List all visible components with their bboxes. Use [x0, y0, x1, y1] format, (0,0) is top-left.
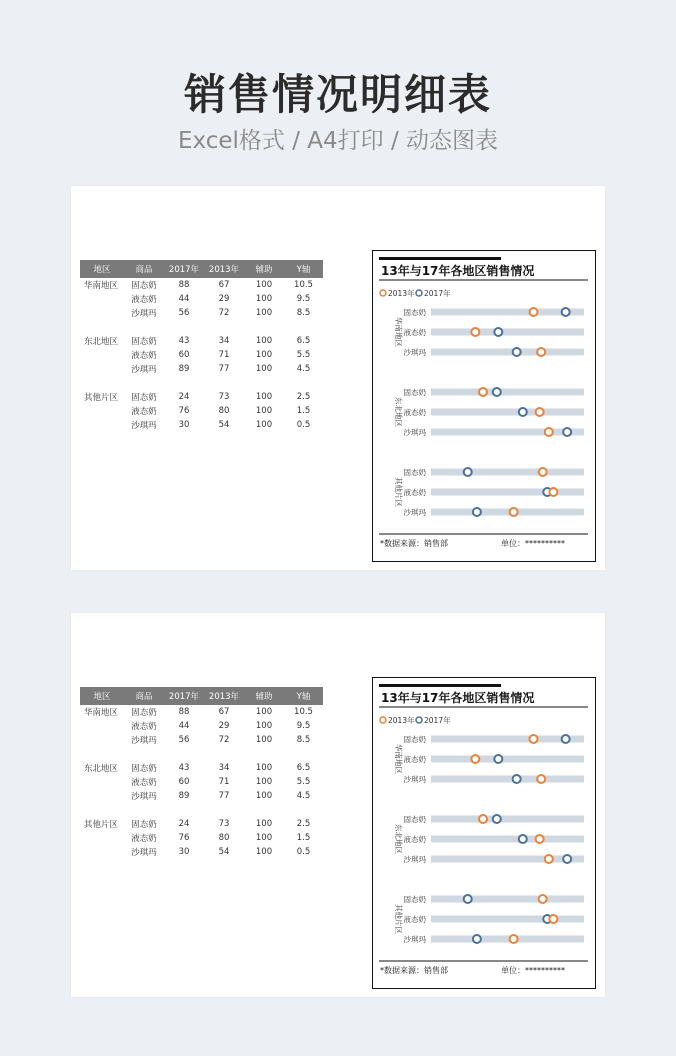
track-bar [431, 856, 584, 863]
track-bar [431, 756, 584, 763]
table-cell: 89 [178, 791, 190, 801]
region-cell [80, 831, 124, 845]
table-cell: 56 [178, 735, 190, 745]
region-axis-label: 东北地区 [394, 397, 403, 427]
chart-title: 13年与17年各地区销售情况 [381, 264, 535, 278]
table-cell: 100 [255, 364, 273, 374]
region-cell [80, 418, 124, 432]
table-cell: 液态奶 [131, 351, 157, 361]
table-cell: 88 [178, 707, 190, 717]
category-label: 沙琪玛 [403, 428, 426, 437]
region-cell: 其他片区 [84, 393, 119, 403]
point-2013 [545, 428, 553, 436]
point-2013 [549, 488, 557, 496]
table-cell: 54 [218, 847, 230, 857]
region-cell [80, 733, 124, 747]
table-cell: 60 [178, 777, 190, 787]
table-header-cell: 2013年 [204, 260, 244, 278]
point-2017 [513, 775, 521, 783]
table-row [80, 775, 323, 789]
table-cell: 44 [178, 294, 190, 304]
table-row [80, 404, 323, 418]
region-cell [80, 789, 124, 803]
point-2013 [530, 308, 538, 316]
sheet-preview-1 [71, 186, 605, 570]
table-spacer-row [80, 376, 323, 390]
table-cell: 24 [178, 392, 190, 402]
track-bar [431, 896, 584, 903]
track-bar [431, 429, 584, 436]
point-2017 [513, 348, 521, 356]
table-cell: 液态奶 [131, 407, 157, 417]
category-label: 固态奶 [403, 308, 426, 317]
track-bar [431, 469, 584, 476]
table-cell: 100 [255, 350, 273, 360]
point-2017 [473, 508, 481, 516]
table-cell: 固态奶 [131, 764, 157, 774]
table-header-cell: 地区 [80, 687, 124, 705]
point-2013 [530, 735, 538, 743]
point-2017 [519, 835, 527, 843]
table-cell: 43 [178, 336, 190, 346]
table-cell: 54 [218, 420, 230, 430]
point-2017 [563, 855, 571, 863]
table-cell: 67 [218, 280, 230, 290]
table-cell: 29 [218, 294, 230, 304]
table-cell: 100 [255, 847, 273, 857]
table-cell: 71 [218, 777, 230, 787]
table-cell: 液态奶 [131, 778, 157, 788]
point-2017 [519, 408, 527, 416]
title-accent-bar [379, 684, 501, 687]
table-cell: 44 [178, 721, 190, 731]
table-cell: 液态奶 [131, 722, 157, 732]
region-axis-label: 其他片区 [394, 904, 403, 934]
region-cell: 东北地区 [84, 764, 119, 774]
table-cell: 固态奶 [131, 337, 157, 347]
table-cell: 76 [178, 406, 190, 416]
table-cell: 固态奶 [131, 281, 157, 291]
table-cell: 73 [218, 819, 230, 829]
table-cell: 100 [255, 763, 273, 773]
point-2013 [471, 328, 479, 336]
table-spacer-row [80, 320, 323, 334]
table-cell: 72 [218, 308, 230, 318]
table-cell: 100 [255, 420, 273, 430]
table-cell: 6.5 [296, 763, 311, 773]
category-label: 沙琪玛 [403, 348, 426, 357]
point-2017 [562, 735, 570, 743]
track-bar [431, 329, 584, 336]
table-cell: 30 [178, 420, 190, 430]
table-row [80, 831, 323, 845]
table-cell: 100 [255, 294, 273, 304]
region-cell: 华南地区 [84, 281, 119, 291]
point-2017 [563, 428, 571, 436]
table-row [80, 418, 323, 432]
table-header-cell: 2017年 [164, 687, 204, 705]
point-2013 [537, 775, 545, 783]
table-cell: 10.5 [294, 280, 313, 290]
legend-marker-y2013 [380, 290, 386, 296]
table-row [80, 817, 323, 831]
table-cell: 4.5 [296, 791, 311, 801]
point-2017 [562, 308, 570, 316]
track-bar [431, 776, 584, 783]
table-cell: 100 [255, 392, 273, 402]
category-label: 沙琪玛 [403, 508, 426, 517]
table-cell: 沙琪玛 [131, 421, 157, 431]
point-2013 [539, 468, 547, 476]
table-cell: 固态奶 [131, 820, 157, 830]
table-cell: 沙琪玛 [131, 848, 157, 858]
table-cell: 2.5 [296, 392, 311, 402]
table-header-cell: Y轴 [284, 687, 323, 705]
title-accent-bar [379, 257, 501, 260]
category-label: 固态奶 [403, 735, 426, 744]
region-cell: 东北地区 [84, 337, 119, 347]
track-bar [431, 936, 584, 943]
table-cell: 67 [218, 707, 230, 717]
legend-label: 2013年 [388, 289, 415, 298]
table-cell: 液态奶 [131, 834, 157, 844]
track-bar [431, 349, 584, 356]
category-label: 固态奶 [403, 468, 426, 477]
point-2013 [536, 408, 544, 416]
table-cell: 100 [255, 308, 273, 318]
point-2013 [479, 388, 487, 396]
table-cell: 29 [218, 721, 230, 731]
point-2017 [494, 755, 502, 763]
region-cell [80, 306, 124, 320]
table-cell: 9.5 [296, 294, 311, 304]
table-header-cell: 辅助 [244, 260, 284, 278]
category-label: 液态奶 [403, 755, 426, 764]
table-cell: 100 [255, 735, 273, 745]
track-bar [431, 916, 584, 923]
table-cell: 1.5 [296, 833, 311, 843]
table-cell: 73 [218, 392, 230, 402]
table-cell: 5.5 [296, 777, 311, 787]
table-header-cell: 2013年 [204, 687, 244, 705]
table-cell: 77 [218, 364, 230, 374]
table-cell: 100 [255, 791, 273, 801]
table-row [80, 334, 323, 348]
chart-panel [372, 250, 596, 562]
table-row [80, 733, 323, 747]
sales-table [80, 687, 323, 859]
table-cell: 100 [255, 819, 273, 829]
point-2013 [545, 855, 553, 863]
table-cell: 9.5 [296, 721, 311, 731]
dot-plot-chart [373, 251, 595, 561]
table-cell: 10.5 [294, 707, 313, 717]
legend-label: 2017年 [424, 716, 451, 725]
track-bar [431, 836, 584, 843]
table-header-cell: Y轴 [284, 260, 323, 278]
region-cell [80, 845, 124, 859]
table-cell: 沙琪玛 [131, 736, 157, 746]
category-label: 液态奶 [403, 488, 426, 497]
table-cell: 80 [218, 833, 230, 843]
table-cell: 固态奶 [131, 708, 157, 718]
sheet-preview-2 [71, 613, 605, 997]
table-cell: 100 [255, 707, 273, 717]
table-cell: 8.5 [296, 735, 311, 745]
sales-table [80, 260, 323, 432]
region-cell: 华南地区 [84, 708, 119, 718]
dot-plot-chart [373, 678, 595, 988]
track-bar [431, 509, 584, 516]
category-label: 固态奶 [403, 388, 426, 397]
category-label: 液态奶 [403, 408, 426, 417]
category-label: 沙琪玛 [403, 935, 426, 944]
table-row [80, 306, 323, 320]
table-cell: 沙琪玛 [131, 792, 157, 802]
track-bar [431, 489, 584, 496]
track-bar [431, 409, 584, 416]
table-cell: 100 [255, 406, 273, 416]
table-cell: 71 [218, 350, 230, 360]
table-row [80, 789, 323, 803]
table-cell: 100 [255, 280, 273, 290]
table-spacer-row [80, 747, 323, 761]
region-cell [80, 348, 124, 362]
point-2017 [473, 935, 481, 943]
table-spacer-row [80, 803, 323, 817]
table-cell: 34 [218, 336, 230, 346]
region-cell [80, 719, 124, 733]
legend-marker-y2013 [380, 717, 386, 723]
category-label: 沙琪玛 [403, 855, 426, 864]
table-header-cell: 地区 [80, 260, 124, 278]
table-row [80, 390, 323, 404]
track-bar [431, 389, 584, 396]
legend-label: 2017年 [424, 289, 451, 298]
chart-title: 13年与17年各地区销售情况 [381, 691, 535, 705]
point-2017 [464, 895, 472, 903]
footer-source: *数据来源：销售部 [380, 966, 448, 975]
table-cell: 沙琪玛 [131, 365, 157, 375]
point-2013 [510, 508, 518, 516]
table-cell: 固态奶 [131, 393, 157, 403]
region-cell [80, 362, 124, 376]
region-cell [80, 775, 124, 789]
table-cell: 56 [178, 308, 190, 318]
region-axis-label: 其他片区 [394, 477, 403, 507]
table-cell: 2.5 [296, 819, 311, 829]
table-cell: 100 [255, 721, 273, 731]
table-header-cell: 商品 [124, 260, 164, 278]
table-row [80, 292, 323, 306]
table-cell: 24 [178, 819, 190, 829]
table-cell: 43 [178, 763, 190, 773]
category-label: 液态奶 [403, 835, 426, 844]
legend-marker-y2017 [416, 717, 422, 723]
table-header-cell: 商品 [124, 687, 164, 705]
point-2013 [510, 935, 518, 943]
point-2013 [471, 755, 479, 763]
table-cell: 4.5 [296, 364, 311, 374]
region-axis-label: 东北地区 [394, 824, 403, 854]
track-bar [431, 816, 584, 823]
table-row [80, 845, 323, 859]
region-axis-label: 华南地区 [394, 744, 403, 774]
point-2017 [494, 328, 502, 336]
footer-unit: 单位：********** [501, 539, 565, 548]
point-2013 [479, 815, 487, 823]
legend-marker-y2017 [416, 290, 422, 296]
table-cell: 5.5 [296, 350, 311, 360]
table-cell: 8.5 [296, 308, 311, 318]
region-axis-label: 华南地区 [394, 317, 403, 347]
footer-source: *数据来源：销售部 [380, 539, 448, 548]
page-title: 销售情况明细表 [183, 70, 492, 119]
table-cell: 76 [178, 833, 190, 843]
region-cell [80, 404, 124, 418]
table-cell: 30 [178, 847, 190, 857]
table-cell: 液态奶 [131, 295, 157, 305]
region-cell: 其他片区 [84, 820, 119, 830]
table-row [80, 719, 323, 733]
category-label: 沙琪玛 [403, 775, 426, 784]
table-cell: 34 [218, 763, 230, 773]
table-row [80, 761, 323, 775]
table-row [80, 278, 323, 292]
point-2013 [536, 835, 544, 843]
category-label: 固态奶 [403, 815, 426, 824]
table-cell: 0.5 [296, 847, 311, 857]
table-cell: 89 [178, 364, 190, 374]
table-cell: 100 [255, 833, 273, 843]
category-label: 液态奶 [403, 328, 426, 337]
table-cell: 0.5 [296, 420, 311, 430]
table-row [80, 348, 323, 362]
category-label: 液态奶 [403, 915, 426, 924]
table-cell: 沙琪玛 [131, 309, 157, 319]
table-header-cell: 2017年 [164, 260, 204, 278]
table-cell: 100 [255, 336, 273, 346]
table-cell: 80 [218, 406, 230, 416]
point-2017 [493, 388, 501, 396]
legend-label: 2013年 [388, 716, 415, 725]
point-2017 [493, 815, 501, 823]
region-cell [80, 292, 124, 306]
table-row [80, 362, 323, 376]
point-2017 [464, 468, 472, 476]
point-2013 [549, 915, 557, 923]
chart-panel [372, 677, 596, 989]
page-subtitle: Excel格式 / A4打印 / 动态图表 [177, 128, 499, 154]
point-2013 [539, 895, 547, 903]
table-cell: 6.5 [296, 336, 311, 346]
table-cell: 60 [178, 350, 190, 360]
table-cell: 72 [218, 735, 230, 745]
table-row [80, 705, 323, 719]
table-cell: 1.5 [296, 406, 311, 416]
table-header-cell: 辅助 [244, 687, 284, 705]
table-cell: 77 [218, 791, 230, 801]
footer-unit: 单位：********** [501, 966, 565, 975]
point-2013 [537, 348, 545, 356]
table-cell: 100 [255, 777, 273, 787]
category-label: 固态奶 [403, 895, 426, 904]
table-cell: 88 [178, 280, 190, 290]
